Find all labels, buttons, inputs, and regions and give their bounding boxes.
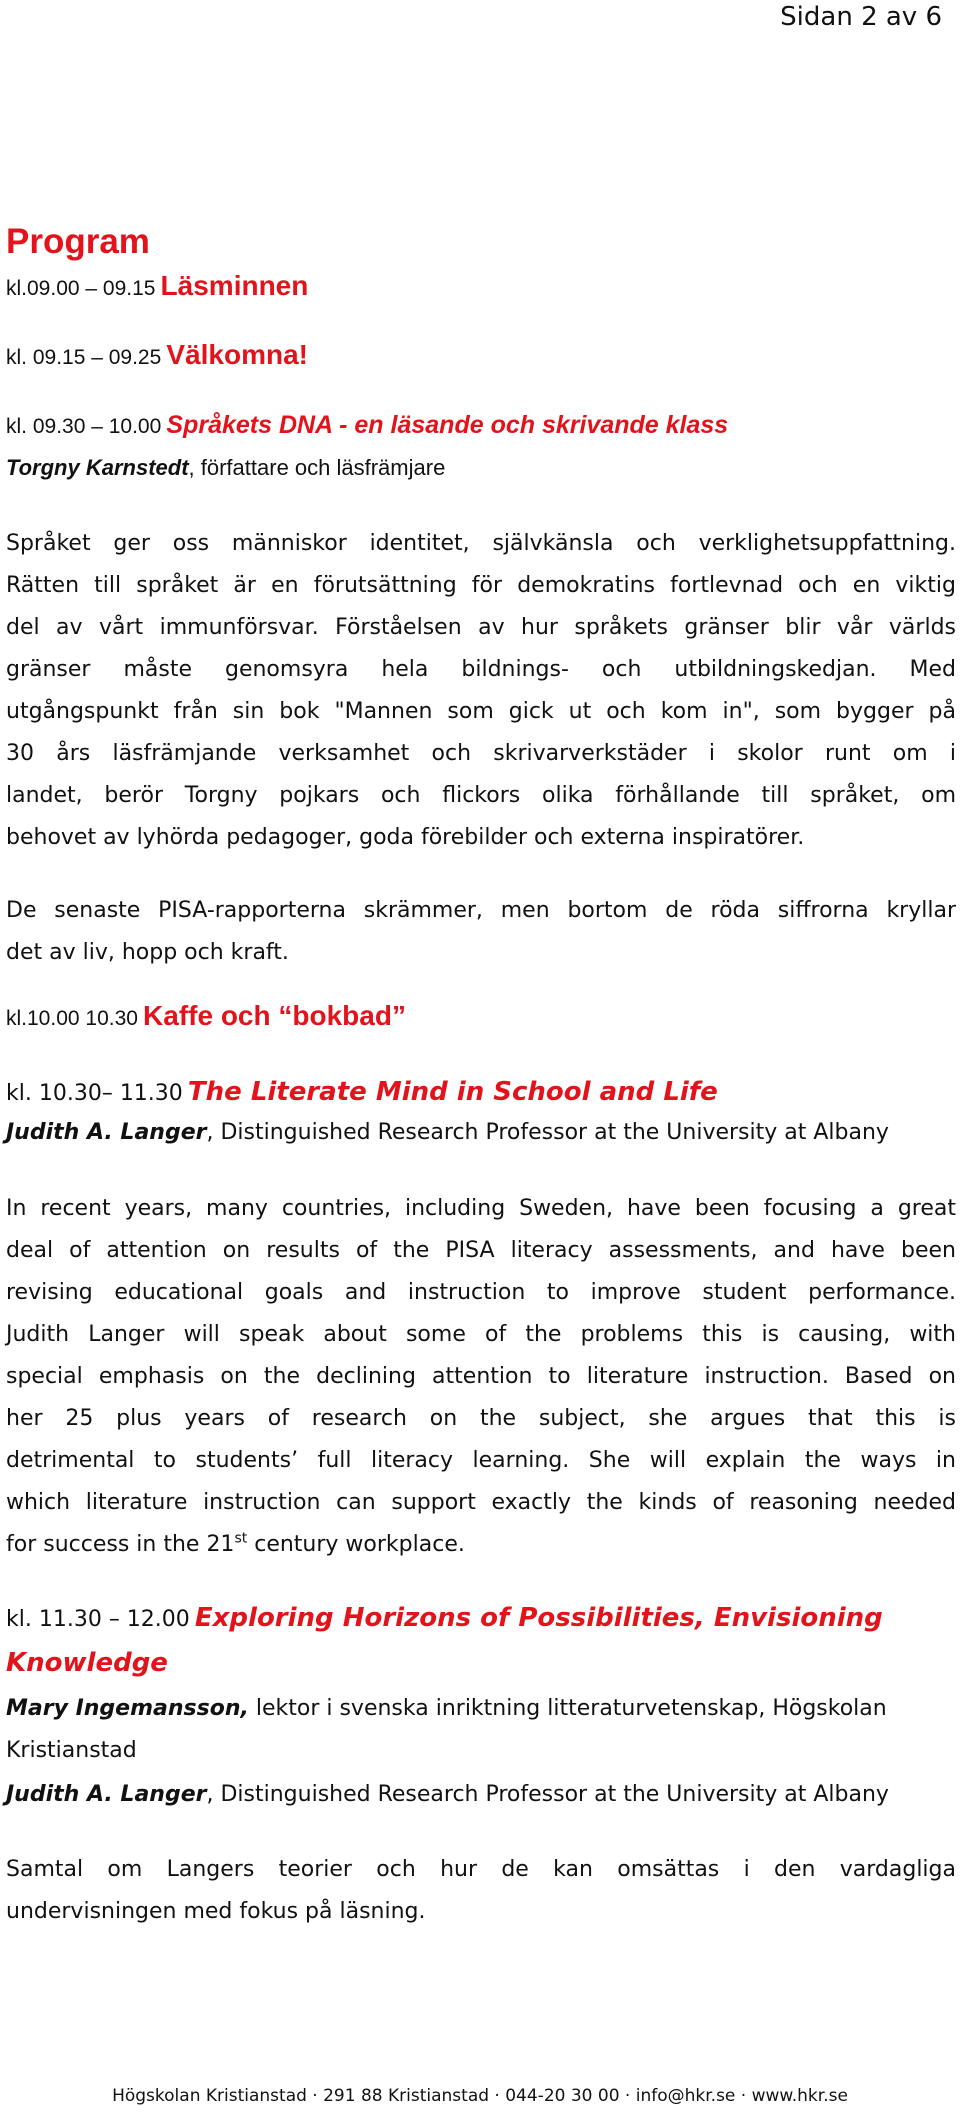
item-title: Läsminnen — [160, 270, 309, 301]
session-time: kl. 11.30 – 12.00 — [6, 1607, 190, 1632]
session3-speaker1-line — [6, 1696, 887, 1721]
session-time: kl. 10.30– 11.30 — [6, 1081, 183, 1106]
session3-title-cont: Knowledge — [6, 1648, 168, 1678]
session-title: The Literate Mind in School and Life — [187, 1077, 718, 1107]
para-line: Rätten till språket är en förutsättning för demokratins fortlevnad och en viktig — [6, 573, 956, 598]
para-line: deal of attention on results of the PISA literacy assessments, and have been — [6, 1238, 956, 1263]
session-title: Exploring Horizons of Possibilities, Envisioning — [194, 1603, 883, 1633]
session3-speaker2-line — [6, 1782, 889, 1807]
session3-header — [6, 1603, 883, 1633]
break-time: kl.10.00 10.30 — [6, 1007, 138, 1030]
item-time: kl.09.00 – 09.15 — [6, 277, 156, 300]
para-line: undervisningen med fokus på läsning. — [6, 1899, 426, 1924]
para-line: behovet av lyhörda pedagoger, goda förebilder och externa inspiratörer. — [6, 825, 805, 850]
item-title: Språkets DNA - en läsande och skrivande klass — [166, 411, 729, 439]
program-item-3 — [6, 411, 728, 440]
para-line: landet, berör Torgny pojkars och flickors olika förhållande till språket, om — [6, 783, 956, 808]
para-line: 30 års läsfrämjande verksamhet och skrivarverkstäder i skolor runt om i — [6, 741, 956, 766]
text-run: century workplace. — [247, 1532, 465, 1557]
speaker-role: lektor i svenska inriktning litteraturvetenskap, Högskolan — [248, 1696, 887, 1721]
speaker-role: , Distinguished Research Professor at the University at Albany — [206, 1120, 889, 1145]
para-line: detrimental to students’ full literacy learning. She will explain the ways in — [6, 1448, 956, 1473]
text-run: for success in the 21 — [6, 1532, 235, 1557]
para-line: Judith Langer will speak about some of the problems this is causing, with — [6, 1322, 956, 1347]
session1-paragraph-1 — [6, 523, 956, 859]
para-line: Samtal om Langers teorier och hur de kan omsättas i den vardagliga — [6, 1857, 956, 1882]
speaker-role: , Distinguished Research Professor at the University at Albany — [206, 1782, 889, 1807]
para-line: utgångspunkt från sin bok "Mannen som gick ut och kom in", som bygger på — [6, 699, 956, 724]
speaker-name: Torgny Karnstedt — [6, 455, 189, 480]
session1-paragraph-2 — [6, 890, 956, 974]
coffee-break — [6, 1000, 406, 1032]
page-number: Sidan 2 av 6 — [780, 2, 942, 32]
program-item-2 — [6, 339, 308, 371]
item-time: kl. 09.15 – 09.25 — [6, 346, 162, 369]
session2-speaker-line — [6, 1120, 889, 1145]
speaker-name: Judith A. Langer — [6, 1782, 207, 1807]
item-time: kl. 09.30 – 10.00 — [6, 415, 162, 438]
para-line: gränser måste genomsyra hela bildnings- och utbildningskedjan. Med — [6, 657, 956, 682]
para-line: special emphasis on the declining attention to literature instruction. Based on — [6, 1364, 956, 1389]
para-line: revising educational goals and instruction to improve student performance. — [6, 1280, 956, 1305]
speaker-role: , författare och läsfrämjare — [188, 455, 446, 480]
para-line: del av vårt immunförsvar. Förståelsen av hur språkets gränser blir vår världs — [6, 615, 956, 640]
session2-header — [6, 1077, 718, 1107]
para-line: De senaste PISA-rapporterna skrämmer, men bortom de röda siffrorna kryllar — [6, 898, 956, 923]
session1-speaker-line — [6, 455, 445, 481]
program-heading: Program — [6, 222, 150, 261]
superscript: st — [234, 1530, 248, 1547]
speaker-name: Mary Ingemansson, — [6, 1696, 249, 1721]
para-line: her 25 plus years of research on the subject, she argues that this is — [6, 1406, 956, 1431]
speaker-name: Judith A. Langer — [6, 1120, 207, 1145]
para-line: In recent years, many countries, including Sweden, have been focusing a great — [6, 1196, 956, 1221]
para-line: det av liv, hopp och kraft. — [6, 940, 289, 965]
session3-paragraph — [6, 1849, 956, 1933]
program-item-1 — [6, 270, 308, 302]
session2-paragraph — [6, 1188, 956, 1566]
item-title: Välkomna! — [166, 339, 308, 370]
page-footer: Högskolan Kristianstad · 291 88 Kristianstad · 044-20 30 00 · info@hkr.se · www.hkr.se — [112, 2086, 848, 2106]
para-line: which literature instruction can support exactly the kinds of reasoning needed — [6, 1490, 956, 1515]
session3-speaker1-cont: Kristianstad — [6, 1738, 137, 1763]
break-title: Kaffe och “bokbad” — [143, 1000, 406, 1031]
para-line: Språket ger oss människor identitet, självkänsla och verklighetsuppfattning. — [6, 531, 956, 556]
para-line — [6, 1524, 956, 1566]
